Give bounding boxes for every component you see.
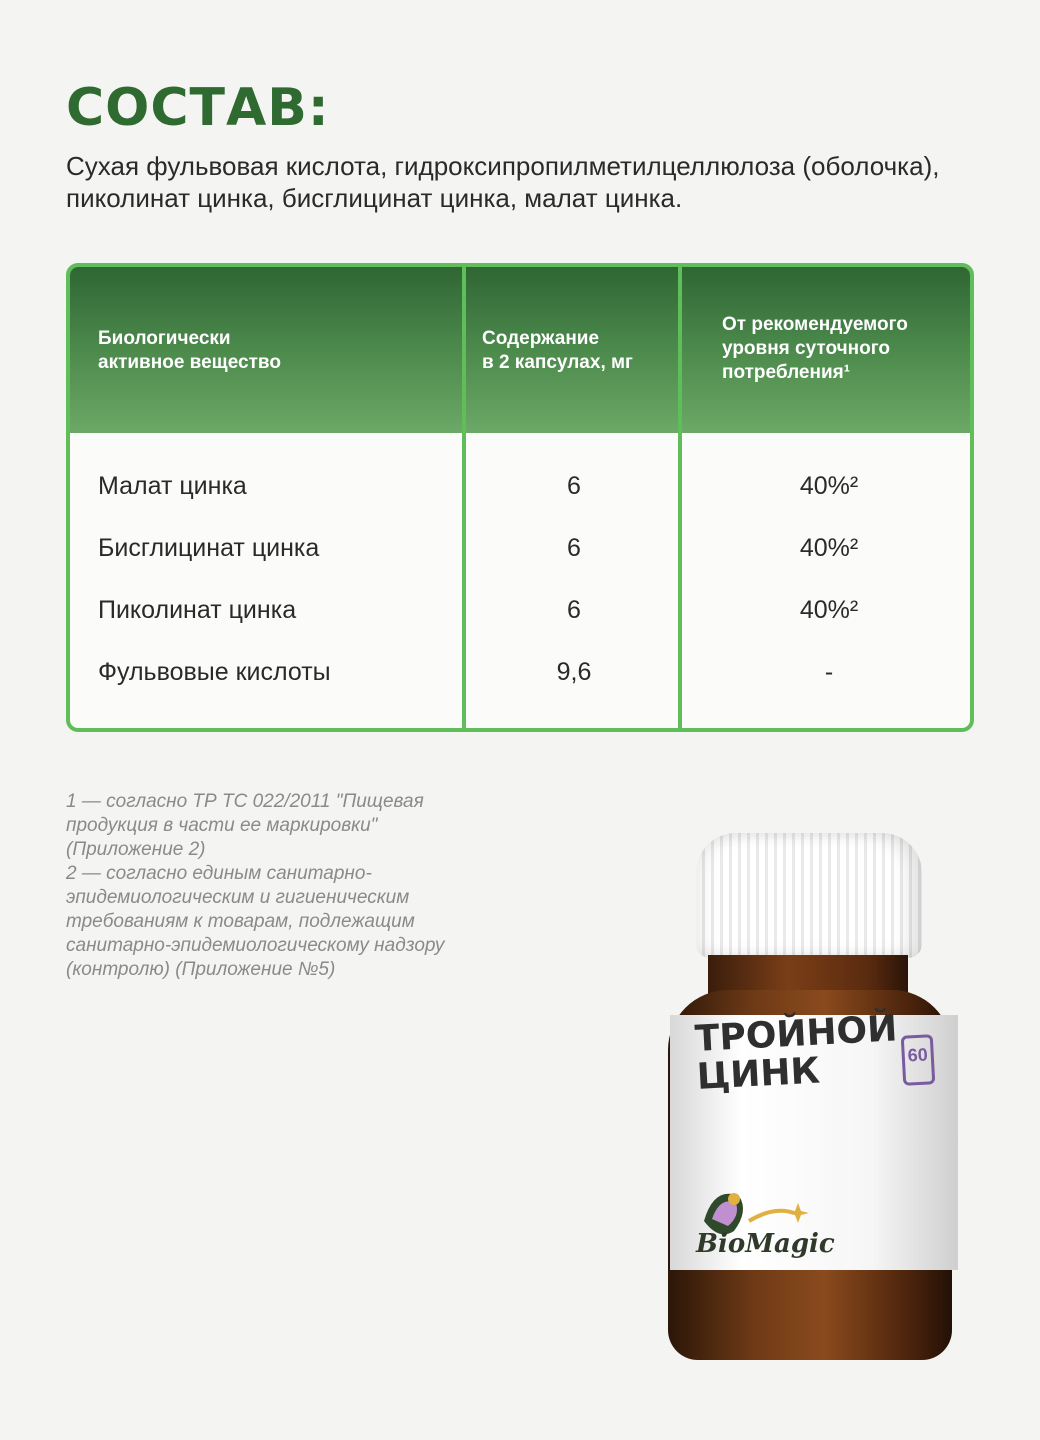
cell-amount: 6 [567, 472, 581, 500]
header-substance: Биологически активное вещество [98, 328, 281, 373]
ingredients-text: Сухая фульвовая кислота, гидроксипропилметилцеллюлоза (оболочка), пиколинат цинка, бисглицинат цинка, малат цинка. [66, 151, 940, 213]
table-header [70, 267, 970, 433]
product-bottle-image [660, 825, 960, 1365]
brand-name: BioMagic [696, 1229, 835, 1259]
table-row [70, 455, 970, 517]
cell-substance: Малат цинка [98, 472, 247, 500]
page-title: СОСТАВ: [66, 78, 330, 138]
table-row [70, 641, 970, 703]
table-row [70, 579, 970, 641]
cell-percent: 40%² [799, 596, 859, 624]
cell-substance: Фульвовые кислоты [98, 658, 331, 686]
bottle-cap [696, 833, 922, 958]
product-name: ТРОЙНОЙ ЦИНК [693, 1008, 899, 1098]
composition-table [66, 263, 974, 732]
table-row [70, 517, 970, 579]
footnote-2: 2 — согласно единым санитарно-эпидемиологическим и гигиеническим требованиям к товарам, подлежащим санитарно-эпидемиологическому надзору (контролю) (Приложение №5) [66, 863, 445, 980]
header-amount: Содержание в 2 капсулах, мг [482, 328, 633, 373]
footnote-1: 1 — согласно ТР ТС 022/2011 "Пищевая продукция в части ее маркировки" (Приложение 2) [66, 791, 424, 860]
cell-percent: - [824, 658, 834, 686]
cell-substance: Пиколинат цинка [98, 596, 297, 624]
header-daily-percent: От рекомендуемого уровня суточного потребления¹ [722, 314, 908, 383]
cell-amount: 6 [567, 534, 581, 562]
cell-percent: 40%² [799, 534, 859, 562]
cell-amount: 9,6 [556, 658, 592, 686]
footnotes [66, 790, 486, 982]
capsule-count-badge: 60 [901, 1034, 936, 1086]
cell-amount: 6 [567, 596, 581, 624]
cell-substance: Бисглицинат цинка [98, 534, 320, 562]
cell-percent: 40%² [799, 472, 859, 500]
